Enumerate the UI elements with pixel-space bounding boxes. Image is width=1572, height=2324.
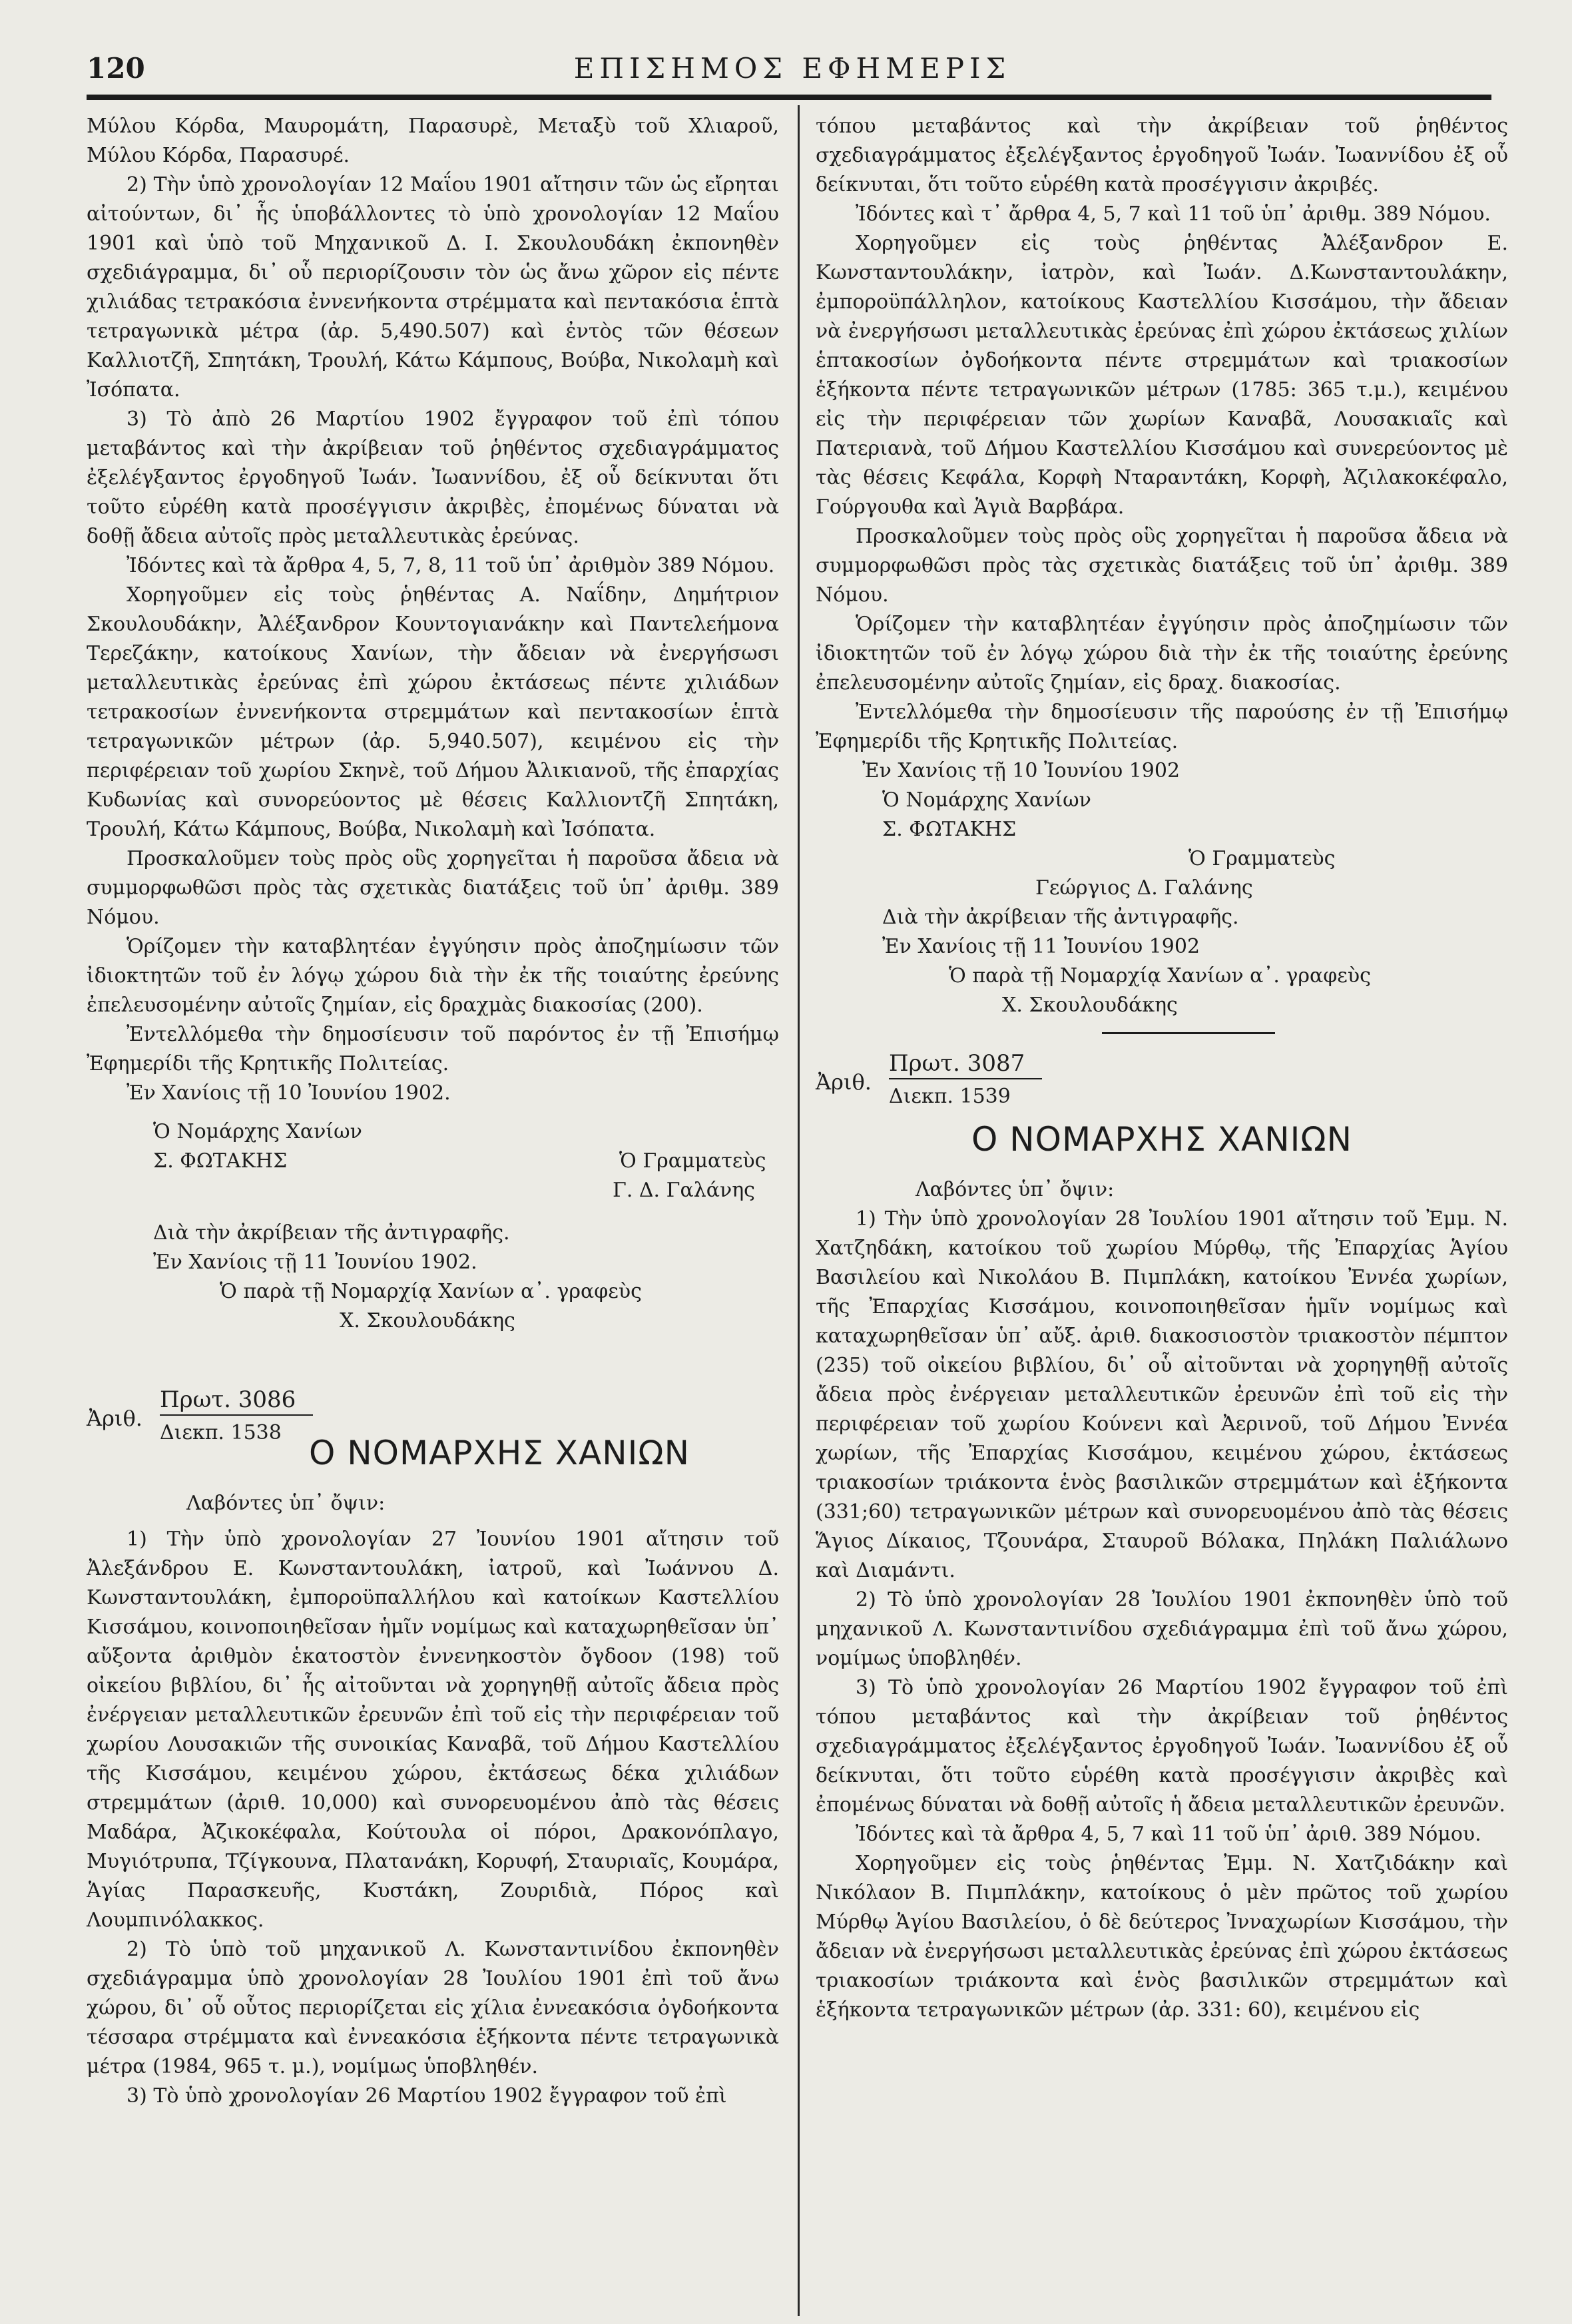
page-number: 120 [87, 52, 145, 85]
paragraph: 3) Τὸ ὑπὸ χρονολογίαν 26 Μαρτίου 1902 ἔγγραφον τοῦ ἐπὶ [127, 2084, 727, 2108]
separator-rule [1102, 1032, 1275, 1034]
fraction-line [160, 1414, 313, 1416]
secretary-title: Ὁ Γραμματεὺς [1188, 847, 1336, 870]
section-heading: Ο ΝΟΜΑΡΧΗΣ ΧΑΝΙΩΝ [971, 1120, 1353, 1159]
secretary-name: Γεώργιος Δ. Γαλάνης [1035, 876, 1253, 900]
paragraph: Ἐντελλόμεθα τὴν δημοσίευσιν τοῦ παρόντος ἐν τῇ Ἐπισήμῳ Ἐφημερίδι τῆς Κρητικῆς Πολιτείας. [87, 1023, 779, 1075]
paragraph: Ὁρίζομεν τὴν καταβλητέαν ἐγγύησιν πρὸς ἀποζημίωσιν τῶν ἰδιοκτητῶν τοῦ ἐν λόγῳ χώρου διὰ τὴν ἐκ τῆς τοιαύτης ἐρεύνης ἐπελευσομένην αὐτοῖς ζημίαν, εἰς δραχμὰς διακοσίας (200). [87, 935, 779, 1017]
paragraph: Χορηγοῦμεν εἰς τοὺς ῥηθέντας Α. Ναΐδην, Δημήτριον Σκουλουδάκην, Ἀλέξανδρον Κουντογιανάκην καὶ Παντελεήμονα Τερεζάκην, κατοίκους Χανίων, τὴν ἄδειαν νὰ ἐνεργήσωσι μεταλλευτικὰς ἐρεύνας ἐπὶ χώρου ἐκτάσεως πέντε χιλιάδων τετρακοσίων ἐννενήκοντα στρεμμάτων καὶ πεντακοσίων ἑπτὰ τετραγωνικῶν μέτρων (ἀρ. 5,940.507), κειμένου εἰς τὴν περιφέρειαν τοῦ χωρίου Σκηνὲ, τοῦ Δήμου Ἀλικιανοῦ, τῆς ἐπαρχίας Κυδωνίας καὶ συνορεύοντος μὲ θέσεις Καλλιοντζῆ Σπητάκη, Τρουλή, Κάτω Κάμπους, Βούβα, Νικολαμὴ καὶ Ἰσόπατα. [87, 583, 779, 841]
preamble: Λαβόντες ὑπ᾽ ὄψιν: [916, 1178, 1115, 1201]
date-line: Ἐν Χανίοις τῇ 10 Ἰουνίου 1902 [862, 759, 1180, 782]
certification-line: Διὰ τὴν ἀκρίβειαν τῆς ἀντιγραφῆς. [153, 1221, 510, 1245]
paragraph: Ἰδόντες καὶ τὰ ἄρθρα 4, 5, 7 καὶ 11 τοῦ ὑπ᾽ ἀριθ. 389 Νόμου. [856, 1823, 1481, 1846]
right-column [816, 112, 1508, 2025]
signature-row [87, 1147, 779, 1176]
page-header [87, 47, 1498, 93]
clerk-title: Ὁ παρὰ τῇ Νομαρχίᾳ Χανίων α᾽. γραφεὺς [220, 1280, 642, 1303]
protocol-number: Πρωτ. 3086 [160, 1386, 296, 1413]
preamble: Λαβόντες ὑπ᾽ ὄψιν: [186, 1492, 386, 1515]
clerk-name: Χ. Σκουλουδάκης [340, 1309, 515, 1332]
paragraph: 3) Τὸ ὑπὸ χρονολογίαν 26 Μαρτίου 1902 ἔγγραφον τοῦ ἐπὶ τόπου μεταβάντος καὶ τὴν ἀκρίβειαν τοῦ ῥηθέντος σχεδιαγράμματος ἐξελέγξαντος ἐργοδηγοῦ Ἰωάν. Ἰωαννίδου ἐξ οὗ δείκνυται, ὅτι τοῦτο εὑρέθη κατὰ προσέγγισιν ἀκριβὲς καὶ ἐπομένως δύναται νὰ δοθῇ αὐτοῖς ἡ ἄδεια μεταλλευτικῶν ἐρευνῶν. [816, 1676, 1508, 1817]
paragraph: Ὁρίζομεν τὴν καταβλητέαν ἐγγύησιν πρὸς ἀποζημίωσιν τῶν ἰδιοκτητῶν τοῦ ἐν λόγῳ χώρου διὰ τὴν ἐκ τῆς τοιαύτης ἐρεύνης ἐπελευσομένην αὐτοῖς ζημίαν, εἰς δραχ. διακοσίας. [816, 613, 1508, 695]
arith-label: Ἀριθ. [816, 1069, 872, 1095]
secretary-title: Ὁ Γραμματεὺς [619, 1149, 766, 1173]
column-divider [798, 105, 800, 2316]
section-heading: Ο ΝΟΜΑΡΧΗΣ ΧΑΝΙΩΝ [308, 1434, 690, 1472]
signatory-name: Σ. ΦΩΤΑΚΗΣ [882, 818, 1017, 841]
paragraph: Χορηγοῦμεν εἰς τοὺς ῥηθέντας Ἐμμ. Ν. Χατζιδάκην καὶ Νικόλαον Β. Πιμπλάκην, κατοίκους ὁ μὲν πρῶτος τοῦ χωρίου Μύρθῳ Ἁγίου Βασιλείου, ὁ δὲ δεύτερος Ἰνναχωρίων Κισσάμου, τὴν ἄδειαν νὰ ἐνεργήσωσι μεταλλευτικὰς ἐρεύνας ἐπὶ χώρου ἐκτάσεως τριακοσίων τριάκοντα καὶ ἑνὸς βασιλικῶν στρεμμάτων καὶ ἑξήκοντα τετραγωνικῶν μέτρων (ἀρ. 331: 60), κειμένου εἰς [816, 1852, 1508, 2022]
paragraph: τόπου μεταβάντος καὶ τὴν ἀκρίβειαν τοῦ ῥηθέντος σχεδιαγράμματος ἐξελέγξαντος ἐργοδηγοῦ Ἰωάν. Ἰωαννίδου ἐξ οὗ δείκνυται, ὅτι τοῦτο εὑρέθη κατὰ προσέγγισιν ἀκριβές. [816, 115, 1508, 196]
paragraph: 2) Τὴν ὑπὸ χρονολογίαν 12 Μαΐου 1901 αἴτησιν τῶν ὡς εἴρηται αἰτούντων, δι᾽ ἧς ὑποβάλλοντες τὸ ὑπὸ χρονολογίαν 12 Μαΐου 1901 καὶ ὑπὸ τοῦ Μηχανικοῦ Δ. Ι. Σκουλουδάκη ἐκπονηθὲν σχεδιάγραμμα, δι᾽ οὗ περιορίζουσιν τὸν ὡς ἄνω χῶρον εἰς πέντε χιλιάδας τετρακόσια ἐννενήκοντα στρέμματα καὶ πεντακόσια ἑπτὰ τετραγωνικὰ μέτρα (ἀρ. 5,490.507) καὶ ἐντὸς τῶν θέσεων Καλλιοτζῆ, Σπητάκη, Τρουλή, Κάτω Κάμπους, Βούβα, Νικολαμὴ καὶ Ἰσόπατα. [87, 173, 779, 402]
paragraph: 1) Τὴν ὑπὸ χρονολογίαν 27 Ἰουνίου 1901 αἴτησιν τοῦ Ἀλεξάνδρου Ε. Κωνσταντουλάκη, ἰατροῦ, καὶ Ἰωάννου Δ. Κωνσταντουλάκη, ἐμποροϋπαλλήλου καὶ κατοίκων Καστελλίου Κισσάμου, κοινοποιηθεῖσαν ἡμῖν νομίμως καὶ καταχωρηθεῖσαν ὑπ᾽ αὔξοντα ἀριθμὸν ἑκατοστὸν ἐννενηκοστὸν ὄγδοον (198) τοῦ οἰκείου βιβλίου, δι᾽ ἧς αἰτοῦνται νὰ χορηγηθῇ αὐτοῖς ἄδεια πρὸς ἐνέργειαν μεταλλευτικῶν ἐρευνῶν ἐπὶ τοῦ εἰς τὴν περιφέρειαν τοῦ χωρίου Λουσακιῶν τῆς συνοικίας Καναβᾶ, τοῦ Δήμου Καστελλίου τῆς Κισσάμου, κειμένου χώρου, ἐκτάσεως δέκα χιλιάδων στρεμμάτων (ἀριθ. 10,000) καὶ συνορευομένου ἀπὸ τὰς θέσεις Μαδάρα, Ἀζικοκέφαλα, Κούτουλα οἱ πόροι, Δρακονόπλαγο, Μυγιότρυπα, Τζίγκουνα, Πλατανάκη, Κορυφή, Σταυριαῖς, Κουμάρα, Ἁγίας Παρασκευῆς, Κυστάκη, Ζουριδιὰ, Πόρος καὶ Λουμπινόλακκος. [87, 1528, 779, 1932]
paragraph: 1) Τὴν ὑπὸ χρονολογίαν 28 Ἰουλίου 1901 αἴτησιν τοῦ Ἐμμ. Ν. Χατζηδάκη, κατοίκου τοῦ χωρίου Μύρθῳ, τῆς Ἐπαρχίας Ἁγίου Βασιλείου καὶ Νικολάου Β. Πιμπλάκη, κατοίκου Ἐννέα χωρίων, τῆς Ἐπαρχίας Κισσάμου, κοινοποιηθεῖσαν ἡμῖν νομίμως καὶ καταχωρηθεῖσαν ὑπ᾽ αὔξ. ἀριθ. διακοσιοστὸν τριακοστὸν πέμπτον (235) τοῦ οἰκείου βιβλίου, δι᾽ οὗ αἰτοῦνται νὰ χορηγηθῇ αὐτοῖς ἄδεια πρὸς ἐνέργειαν μεταλλευτικῶν ἐρευνῶν ἐπὶ τοῦ εἰς τὴν περιφέρειαν τοῦ χωρίου Κούνενι καὶ Ἀερινοῦ, τοῦ Δήμου Ἐννέα χωρίων, τῆς Ἐπαρχίας Κισσάμου, κειμένου χώρου, ἐκτάσεως τριακοσίων τριάκοντα ἑνὸς βασιλικῶν στρεμμάτων καὶ ἑξήκοντα (331;60) τετραγωνικῶν μέτρων καὶ συνορευομένου ἀπὸ τὰς θέσεις Ἅγιος Δίκαιος, Τζουνάρα, Σταυροῦ Βόλακα, Πηλάκη Παλιάλωνο καὶ Διαμάντι. [816, 1207, 1508, 1582]
dispatch-number: Διεκπ. 1539 [889, 1085, 1011, 1108]
signatory-title: Ὁ Νομάρχης Χανίων [882, 788, 1091, 812]
protocol-number-block [816, 1049, 1508, 1113]
paragraph: Προσκαλοῦμεν τοὺς πρὸς οὓς χορηγεῖται ἡ παροῦσα ἄδεια νὰ συμμορφωθῶσι πρὸς τὰς σχετικὰς διατάξεις τοῦ ὑπ᾽ ἀριθμ. 389 Νόμου. [87, 847, 779, 929]
certification-line: Διὰ τὴν ἀκρίβειαν τῆς ἀντιγραφῆς. [882, 906, 1239, 929]
dispatch-number: Διεκπ. 1538 [160, 1421, 282, 1444]
date-line: Ἐν Χανίοις τῇ 10 Ἰουνίου 1902. [127, 1081, 451, 1105]
header-rule [87, 95, 1491, 100]
paragraph: 3) Τὸ ἀπὸ 26 Μαρτίου 1902 ἔγγραφον τοῦ ἐπὶ τόπου μεταβάντος καὶ τὴν ἀκρίβειαν τοῦ ῥηθέντος σχεδιαγράμματος ἐξελέγξαντος ἐργοδηγοῦ Ἰωάν. Ἰωαννίδου, ἐξ οὗ δείκνυται ὅτι τοῦτο εὑρέθη κατὰ προσέγγισιν ἀκριβὲς, ἐπομένως δύναται νὰ δοθῇ ἄδεια αὐτοῖς πρὸς μεταλλευτικὰς ἐρεύνας. [87, 408, 779, 548]
date-line: Ἐν Χανίοις τῇ 11 Ἰουνίου 1902. [153, 1251, 477, 1274]
paragraph: Ἰδόντες καὶ τ᾽ ἄρθρα 4, 5, 7 καὶ 11 τοῦ ὑπ᾽ ἀριθμ. 389 Νόμου. [856, 202, 1491, 226]
date-line: Ἐν Χανίοις τῇ 11 Ἰουνίου 1902 [882, 935, 1200, 958]
secretary-name: Γ. Δ. Γαλάνης [613, 1179, 755, 1202]
signatory-name: Σ. ΦΩΤΑΚΗΣ [153, 1149, 288, 1173]
clerk-title: Ὁ παρὰ τῇ Νομαρχίᾳ Χανίων α᾽. γραφεὺς [949, 964, 1371, 988]
arith-label: Ἀριθ. [87, 1406, 142, 1431]
journal-title: ΕΠΙΣΗΜΟΣ ΕΦΗΜΕΡΙΣ [573, 52, 1011, 85]
paragraph: Προσκαλοῦμεν τοὺς πρὸς οὓς χορηγεῖται ἡ παροῦσα ἄδεια νὰ συμμορφωθῶσι πρὸς τὰς σχετικὰς διατάξεις τοῦ ὑπ᾽ ἀριθμ. 389 Νόμου. [816, 525, 1508, 607]
clerk-name: Χ. Σκουλουδάκης [1002, 994, 1178, 1017]
protocol-number-block [87, 1385, 779, 1449]
signatory-title: Ὁ Νομάρχης Χανίων [153, 1120, 362, 1143]
left-column [87, 112, 779, 2111]
paragraph: 2) Τὸ ὑπὸ χρονολογίαν 28 Ἰουλίου 1901 ἐκπονηθὲν ὑπὸ τοῦ μηχανικοῦ Λ. Κωνσταντινίδου σχεδιάγραμμα ἐπὶ τοῦ ἄνω χώρου, νομίμως ὑποβληθέν. [816, 1588, 1508, 1670]
fraction-line [889, 1078, 1042, 1079]
paragraph: 2) Τὸ ὑπὸ τοῦ μηχανικοῦ Λ. Κωνσταντινίδου ἐκπονηθὲν σχεδιάγραμμα ὑπὸ χρονολογίαν 28 Ἰουλίου 1901 ἐπὶ τοῦ ἄνω χώρου, δι᾽ οὗ οὗτος περιορίζεται εἰς χίλια ἐννεακόσια ὀγδοήκοντα τέσσαρα στρέμματα καὶ ἐννεακόσια ἑξήκοντα πέντε τετραγωνικὰ μέτρα (1984, 965 τ. μ.), νομίμως ὑποβληθέν. [87, 1938, 779, 2078]
paragraph: Ἐντελλόμεθα τὴν δημοσίευσιν τῆς παρούσης ἐν τῇ Ἐπισήμῳ Ἐφημερίδι τῆς Κρητικῆς Πολιτείας. [816, 701, 1508, 753]
protocol-number: Πρωτ. 3087 [889, 1050, 1025, 1077]
paragraph: Χορηγοῦμεν εἰς τοὺς ῥηθέντας Ἀλέξανδρον Ε. Κωνσταντουλάκην, ἰατρὸν, καὶ Ἰωάν. Δ.Κωνσταντουλάκην, ἐμποροϋπάλληλον, κατοίκους Καστελλίου Κισσάμου, τὴν ἄδειαν νὰ ἐνεργήσωσι μεταλλευτικὰς ἐρεύνας ἐπὶ χώρου ἐκτάσεως χιλίων ἑπτακοσίων ὀγδοήκοντα πέντε στρεμμάτων καὶ τριακοσίων ἑξήκοντα πέντε τετραγωνικῶν μέτρων (1785: 365 τ.μ.), κειμένου εἰς τὴν περιφέρειαν τῶν χωρίων Καναβᾶ, Λουσακιαῖς καὶ Πατεριανὰ, τοῦ Δήμου Καστελλίου Κισσάμου καὶ συνερεύοντος μὲ τὰς θέσεις Κεφάλα, Κορφὴ Νταραντάκη, Κορφὴ, Ἀζιλακοκέφαλο, Γούργουθα καὶ Ἁγιὰ Βαρβάρα. [816, 232, 1508, 519]
paragraph: Μύλου Κόρδα, Μαυρομάτη, Παρασυρὲ, Μεταξὺ τοῦ Χλιαροῦ, Μύλου Κόρδα, Παρασυρέ. [87, 115, 779, 167]
paragraph: Ἰδόντες καὶ τὰ ἄρθρα 4, 5, 7, 8, 11 τοῦ ὑπ᾽ ἀριθμὸν 389 Νόμου. [127, 554, 775, 577]
